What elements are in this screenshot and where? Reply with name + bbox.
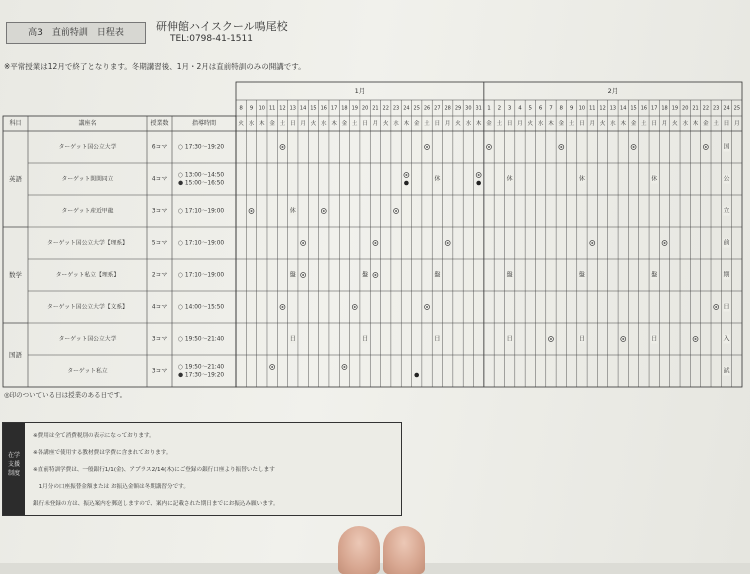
day-number: 24 bbox=[403, 105, 410, 112]
day-number: 11 bbox=[589, 105, 596, 112]
weekday-label: 金 bbox=[486, 121, 492, 127]
vertical-label: 前 bbox=[723, 239, 730, 247]
day-number: 14 bbox=[620, 105, 627, 112]
vertical-label: 休 bbox=[434, 175, 441, 183]
weekday-label: 日 bbox=[362, 121, 368, 127]
lesson-count: 5コマ bbox=[151, 240, 168, 247]
lesson-count: 3コマ bbox=[151, 368, 168, 375]
weekday-label: 土 bbox=[424, 121, 430, 127]
vertical-label: 期 bbox=[723, 271, 730, 279]
weekday-label: 水 bbox=[321, 121, 327, 127]
day-number: 13 bbox=[289, 105, 296, 112]
day-number: 19 bbox=[351, 105, 358, 112]
day-number: 20 bbox=[361, 105, 369, 112]
weekday-label: 火 bbox=[455, 121, 461, 127]
day-number: 19 bbox=[671, 105, 679, 112]
day-number: 9 bbox=[569, 105, 574, 112]
course-name: ターゲット私立【理系】 bbox=[55, 272, 120, 279]
weekday-label: 木 bbox=[620, 121, 627, 127]
header-subject: 科目 bbox=[9, 120, 22, 127]
day-number: 29 bbox=[454, 105, 462, 112]
session-marker-dot bbox=[715, 306, 717, 308]
finger-photo bbox=[383, 526, 425, 574]
day-number: 18 bbox=[661, 105, 668, 112]
class-time: ○ 14:00～15:50 bbox=[178, 304, 225, 311]
session-marker-dot bbox=[271, 366, 273, 368]
vertical-label: 盤 bbox=[434, 271, 441, 279]
session-marker-dot bbox=[447, 242, 449, 244]
weekday-label: 木 bbox=[403, 121, 410, 127]
day-number: 9 bbox=[249, 105, 254, 112]
weekday-label: 日 bbox=[290, 121, 296, 127]
weekday-label: 木 bbox=[259, 121, 265, 127]
weekday-label: 土 bbox=[351, 121, 358, 127]
vertical-label: 日 bbox=[723, 303, 730, 311]
course-name: ターゲット産近甲龍 bbox=[61, 208, 114, 215]
fee-info-line: ※直前特訓学費は、一般銀行1/1(金)、アプラス2/14(木)にご登録の銀行口座より振替いたします bbox=[33, 467, 275, 473]
session-marker-dot bbox=[354, 306, 356, 308]
weekday-label: 金 bbox=[269, 121, 275, 127]
vertical-label: 入 bbox=[723, 335, 730, 343]
day-number: 16 bbox=[640, 105, 648, 112]
month-label-jan: 1月 bbox=[354, 87, 366, 95]
weekday-label: 月 bbox=[372, 121, 379, 127]
course-name: ターゲット国公立大学 bbox=[58, 336, 117, 343]
class-time: ○ 19:50～21:40 bbox=[178, 336, 225, 343]
course-name: ターゲット国公立大学 bbox=[58, 144, 117, 151]
weekday-label: 木 bbox=[475, 121, 482, 127]
day-number: 15 bbox=[310, 105, 317, 112]
weekday-label: 火 bbox=[382, 121, 389, 127]
session-marker-dot bbox=[323, 210, 325, 212]
fee-info-line: 1月分の口座振替金額または お振込金額は冬期講習分です。 bbox=[33, 484, 189, 490]
day-number: 15 bbox=[630, 105, 637, 112]
fee-info-line: ※費用は全て消費税別の表示になっております。 bbox=[33, 433, 155, 439]
day-number: 13 bbox=[609, 105, 617, 112]
session-marker-dot bbox=[705, 146, 707, 148]
class-time: ○ 17:30～19:20 bbox=[178, 144, 225, 151]
session-marker-dot bbox=[343, 366, 345, 368]
session-marker-dot bbox=[550, 338, 552, 340]
weekday-label: 金 bbox=[413, 121, 420, 127]
school-name: 研伸館ハイスクール鳴尾校 bbox=[156, 20, 288, 33]
day-number: 1 bbox=[487, 105, 491, 112]
vertical-label: 盤 bbox=[651, 271, 658, 279]
session-marker-filled bbox=[404, 181, 409, 186]
vertical-label: 国 bbox=[723, 143, 730, 151]
weekday-label: 月 bbox=[661, 121, 668, 127]
session-marker-dot bbox=[395, 210, 397, 212]
subject-name: 英語 bbox=[9, 175, 22, 183]
weekday-label: 土 bbox=[279, 121, 286, 127]
day-number: 26 bbox=[423, 105, 431, 112]
weekday-label: 月 bbox=[444, 121, 451, 127]
day-number: 31 bbox=[475, 105, 482, 112]
weekday-label: 月 bbox=[300, 121, 306, 127]
vertical-label: 盤 bbox=[506, 271, 513, 279]
vertical-label: 公 bbox=[723, 175, 730, 183]
header-course: 講座名 bbox=[78, 120, 97, 127]
class-time: ○ 17:10～19:00 bbox=[178, 208, 225, 215]
vertical-label: 日 bbox=[578, 335, 585, 343]
session-marker-dot bbox=[426, 306, 428, 308]
lesson-count: 6コマ bbox=[151, 144, 168, 151]
weekday-label: 金 bbox=[630, 121, 637, 127]
day-number: 27 bbox=[434, 105, 441, 112]
day-number: 16 bbox=[320, 105, 327, 112]
vertical-label: 日 bbox=[506, 335, 513, 343]
day-number: 12 bbox=[279, 105, 286, 112]
header-time: 指導時間 bbox=[191, 120, 217, 127]
lesson-count: 4コマ bbox=[151, 304, 168, 311]
weekday-label: 木 bbox=[692, 121, 699, 127]
session-marker-dot bbox=[374, 274, 376, 276]
day-number: 23 bbox=[712, 105, 720, 112]
day-number: 8 bbox=[239, 105, 243, 112]
class-time: ● 15:00～16:50 bbox=[178, 180, 225, 187]
session-marker-dot bbox=[250, 210, 252, 212]
session-marker-dot bbox=[374, 242, 376, 244]
weekday-label: 水 bbox=[248, 121, 255, 127]
weekday-label: 日 bbox=[651, 121, 657, 127]
weekday-label: 日 bbox=[506, 121, 513, 127]
weekday-label: 火 bbox=[527, 121, 534, 127]
weekday-label: 火 bbox=[672, 121, 678, 127]
session-marker-dot bbox=[560, 146, 562, 148]
fee-info-side-label: 在学 支援 制度 bbox=[3, 423, 25, 515]
subject-name: 数学 bbox=[9, 271, 22, 279]
vertical-label: 盤 bbox=[578, 271, 585, 279]
vertical-label: 立 bbox=[723, 207, 730, 215]
lesson-count: 3コマ bbox=[151, 208, 168, 215]
session-marker-dot bbox=[622, 338, 624, 340]
day-number: 12 bbox=[599, 105, 606, 112]
header-count: 授業数 bbox=[150, 120, 169, 127]
lesson-count: 2コマ bbox=[151, 272, 168, 279]
class-time: ○ 17:10～19:00 bbox=[178, 240, 225, 247]
finger-photo bbox=[338, 526, 380, 574]
session-marker-dot bbox=[426, 146, 428, 148]
vertical-label: 盤 bbox=[289, 271, 296, 279]
day-number: 24 bbox=[723, 105, 730, 112]
weekday-label: 日 bbox=[434, 121, 441, 127]
session-marker-dot bbox=[478, 174, 480, 176]
weekday-label: 金 bbox=[341, 121, 348, 127]
weekday-label: 月 bbox=[517, 121, 523, 127]
day-number: 22 bbox=[702, 105, 710, 112]
weekday-label: 土 bbox=[713, 121, 719, 127]
day-number: 21 bbox=[372, 105, 379, 112]
class-time: ○ 17:10～19:00 bbox=[178, 272, 225, 279]
course-name: ターゲット私立 bbox=[67, 368, 108, 375]
weekday-label: 土 bbox=[641, 121, 647, 127]
weekday-label: 水 bbox=[610, 121, 616, 127]
vertical-label: 休 bbox=[578, 175, 585, 183]
day-number: 8 bbox=[559, 105, 564, 112]
fee-info-line: ※各講座で使用する教材費は学費に含まれております。 bbox=[33, 450, 172, 456]
weekday-label: 日 bbox=[579, 121, 585, 127]
session-marker-dot bbox=[664, 242, 666, 244]
vertical-label: 日 bbox=[434, 335, 441, 343]
notice-text: ※平常授業は12月で終了となります。冬期講習後、1月・2月は直前特訓のみの開講です。 bbox=[4, 62, 306, 71]
lesson-count: 3コマ bbox=[151, 336, 168, 343]
class-time: ○ 19:50～21:40 bbox=[178, 364, 225, 371]
weekday-label: 土 bbox=[496, 121, 503, 127]
day-number: 28 bbox=[444, 105, 451, 112]
school-phone: TEL:0798-41-1511 bbox=[170, 34, 253, 44]
session-marker-filled bbox=[414, 373, 419, 378]
vertical-label: 休 bbox=[289, 207, 296, 215]
session-marker-dot bbox=[302, 274, 304, 276]
weekday-label: 水 bbox=[465, 121, 472, 127]
day-number: 20 bbox=[682, 105, 689, 112]
lesson-count: 4コマ bbox=[151, 176, 168, 183]
vertical-label: 休 bbox=[506, 175, 513, 183]
course-name: ターゲット国公立大学【理系】 bbox=[47, 240, 128, 247]
course-name: ターゲット国公立大学【文系】 bbox=[47, 304, 128, 311]
class-time: ○ 13:00～14:50 bbox=[178, 172, 225, 179]
month-label-feb: 2月 bbox=[607, 87, 619, 95]
day-number: 25 bbox=[733, 105, 741, 112]
session-marker-dot bbox=[633, 146, 635, 148]
subject-name: 国語 bbox=[9, 351, 22, 359]
weekday-label: 木 bbox=[331, 121, 337, 127]
day-number: 22 bbox=[382, 105, 389, 112]
weekday-label: 水 bbox=[393, 121, 399, 127]
calendar-frame bbox=[236, 82, 742, 387]
day-number: 21 bbox=[692, 105, 699, 112]
weekday-label: 水 bbox=[537, 121, 544, 127]
day-number: 17 bbox=[330, 105, 338, 112]
day-number: 17 bbox=[651, 105, 658, 112]
vertical-label: 休 bbox=[651, 175, 658, 183]
weekday-label: 土 bbox=[568, 121, 575, 127]
weekday-label: 火 bbox=[599, 121, 606, 127]
day-number: 14 bbox=[299, 105, 307, 112]
weekday-label: 火 bbox=[238, 121, 244, 127]
class-time: ● 17:30～19:20 bbox=[178, 372, 225, 379]
left-table-frame bbox=[3, 116, 236, 387]
day-number: 5 bbox=[528, 105, 533, 112]
day-number: 4 bbox=[518, 105, 522, 112]
vertical-label: 日 bbox=[362, 335, 369, 343]
day-number: 11 bbox=[268, 105, 276, 112]
weekday-label: 金 bbox=[558, 121, 565, 127]
day-number: 10 bbox=[578, 105, 586, 112]
day-number: 2 bbox=[497, 105, 502, 112]
weekday-label: 月 bbox=[589, 121, 596, 127]
vertical-label: 日 bbox=[289, 335, 296, 343]
day-number: 6 bbox=[538, 105, 543, 112]
session-marker-dot bbox=[302, 242, 304, 244]
day-number: 10 bbox=[258, 105, 266, 112]
vertical-label: 試 bbox=[723, 367, 730, 375]
course-name: ターゲット関関同立 bbox=[61, 176, 114, 183]
day-number: 3 bbox=[507, 105, 512, 112]
fee-info-line: 銀行未登録の方は、振込案内を郵送しますので、案内に記載された期日までにお振込み願います。 bbox=[33, 501, 279, 507]
session-marker-dot bbox=[405, 174, 407, 176]
session-marker-dot bbox=[591, 242, 593, 244]
session-marker-dot bbox=[281, 306, 283, 308]
fee-info-box bbox=[2, 422, 402, 516]
vertical-label: 日 bbox=[651, 335, 658, 343]
weekday-label: 火 bbox=[310, 121, 317, 127]
vertical-label: 盤 bbox=[362, 271, 369, 279]
document-title: 高3 直前特訓 日程表 bbox=[6, 22, 146, 44]
day-number: 7 bbox=[549, 105, 553, 112]
day-number: 23 bbox=[392, 105, 400, 112]
weekday-label: 日 bbox=[723, 121, 730, 127]
session-marker-dot bbox=[695, 338, 697, 340]
session-marker-filled bbox=[476, 181, 481, 186]
weekday-label: 木 bbox=[548, 121, 554, 127]
footnote: ◎印のついている日は授業のある日です。 bbox=[4, 391, 127, 399]
weekday-label: 水 bbox=[682, 121, 688, 127]
session-marker-dot bbox=[488, 146, 490, 148]
day-number: 25 bbox=[413, 105, 420, 112]
weekday-label: 金 bbox=[703, 121, 709, 127]
weekday-label: 月 bbox=[734, 121, 740, 127]
day-number: 30 bbox=[465, 105, 472, 112]
session-marker-dot bbox=[281, 146, 283, 148]
day-number: 18 bbox=[341, 105, 348, 112]
